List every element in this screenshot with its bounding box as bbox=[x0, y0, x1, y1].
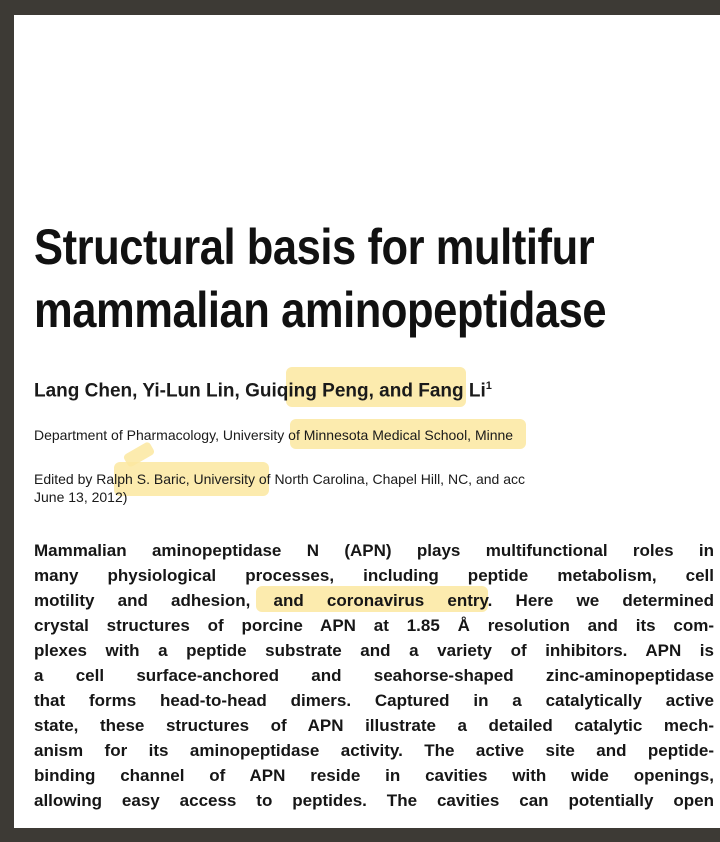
affiliation-marker: 1 bbox=[485, 380, 492, 392]
author-list bbox=[34, 380, 492, 402]
abstract-line: plexes with a peptide substrate and a variety of inhibitors. APN is bbox=[34, 641, 714, 660]
paper-title-line1: Structural basis for multifur bbox=[34, 219, 595, 275]
author-highlighted: Guiqing Peng, bbox=[245, 380, 374, 402]
abstract-line: many physiological processes, including peptide metabolism, cell bbox=[34, 566, 714, 585]
editor-affiliation: University of North Carolina, Chapel Hill, NC, and acc bbox=[189, 471, 525, 487]
abstract-line: a cell surface-anchored and seahorse-shaped zinc-aminopeptidase bbox=[34, 666, 714, 685]
abstract-line: anism for its aminopeptidase activity. The active site and peptide- bbox=[34, 741, 714, 760]
affiliation-rest: edical School, Minne bbox=[383, 427, 514, 443]
edited-date-line: June 13, 2012) bbox=[34, 489, 128, 505]
abstract-line: crystal structures of porcine APN at 1.85 Å resolution and its com- bbox=[34, 616, 714, 635]
abstract-line: Mammalian aminopeptidase N (APN) plays multifunctional roles in bbox=[34, 541, 714, 560]
editor-name: Ralph S. Baric, bbox=[96, 471, 190, 487]
affiliation-dept: Department of Pharmacology bbox=[34, 427, 216, 443]
affiliation-line bbox=[34, 427, 513, 443]
abstract-line: that forms head-to-head dimers. Captured in a catalytically active bbox=[34, 691, 714, 710]
author-names-1: Lang Chen, Yi-Lun Lin, bbox=[34, 380, 246, 402]
abstract-line: state, these structures of APN illustrate a detailed catalytic mech- bbox=[34, 716, 714, 735]
abstract-line: motility and adhesion, and coronavirus entry. Here we determined bbox=[34, 591, 714, 610]
edited-by-line bbox=[34, 471, 525, 487]
paper-title-line2: mammalian aminopeptidase bbox=[34, 282, 607, 338]
paper-page bbox=[14, 15, 720, 828]
abstract-line: binding channel of APN reside in cavities with wide openings, bbox=[34, 766, 714, 785]
abstract-line: allowing easy access to peptides. The cavities can potentially open bbox=[34, 791, 714, 810]
author-names-2: and Fang Li bbox=[373, 380, 486, 402]
edited-by-label: Edited by bbox=[34, 471, 97, 487]
affiliation-university: , University of Minnesota M bbox=[215, 427, 384, 443]
